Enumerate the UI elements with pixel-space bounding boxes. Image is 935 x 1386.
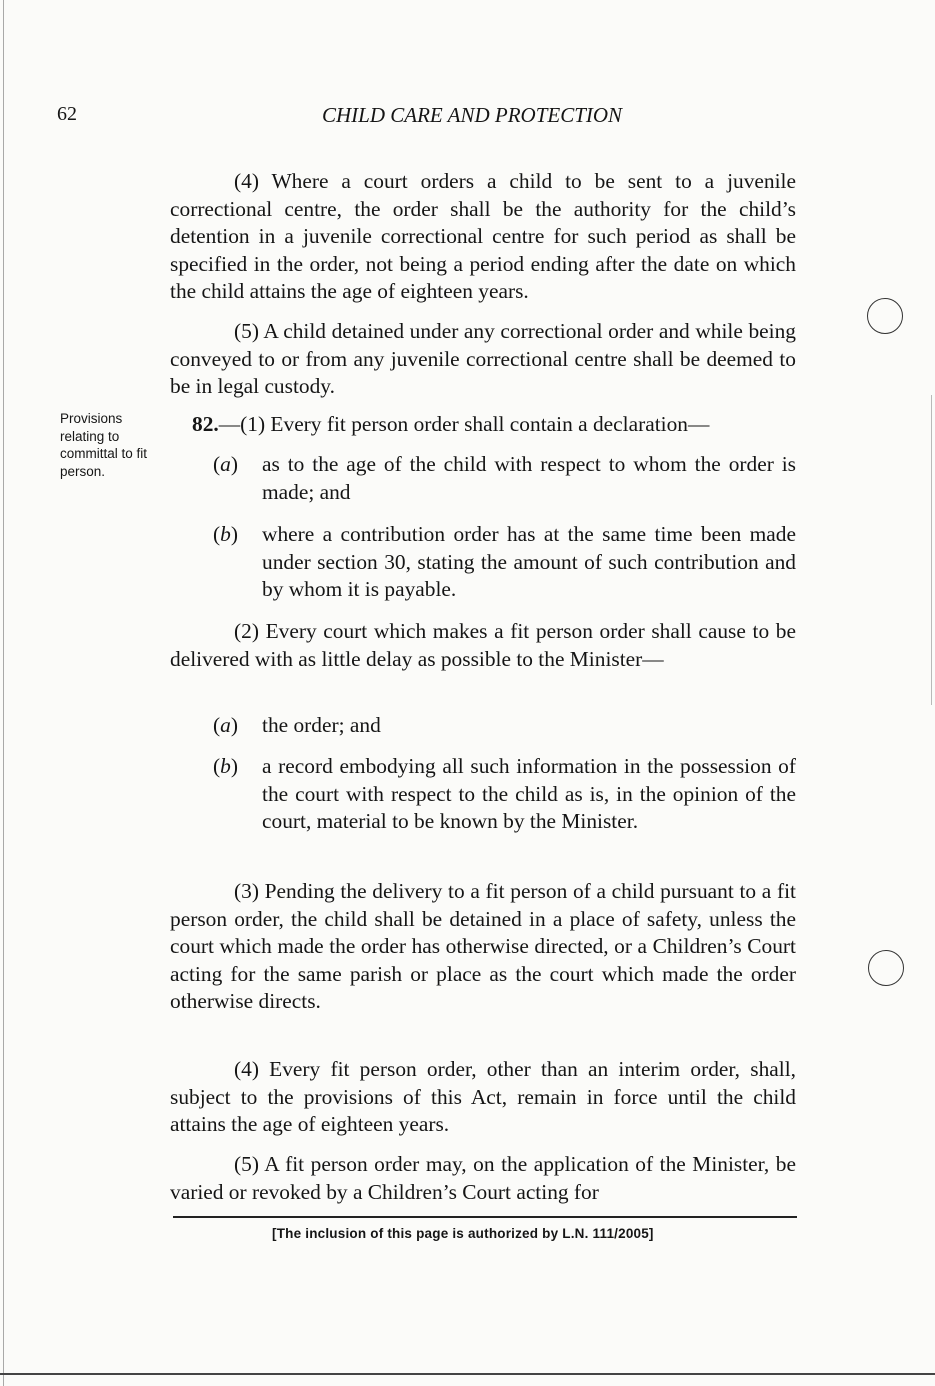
list-marker: (a) bbox=[213, 452, 238, 476]
list-marker: (b) bbox=[213, 522, 238, 546]
paragraph-82-3: (3) Pending the delivery to a fit person of a child pursuant to a fit person order, the child shall be detained in a place of safety, unless the court which made the order has otherwise directed, or a Children’s Court acting for the same parish or place as the court which made the order otherwise directs. bbox=[170, 879, 796, 1014]
footer-note: [The inclusion of this page is authorized by L.N. 111/2005] bbox=[272, 1226, 654, 1241]
list-item-text: as to the age of the child with respect to whom the order is made; and bbox=[262, 452, 796, 504]
list-item-text: where a contribution order has at the same time been made under section 30, stating the amount of such contribution and by whom it is payable. bbox=[262, 522, 796, 602]
section-82-heading bbox=[192, 411, 709, 439]
footer-rule bbox=[173, 1216, 797, 1218]
margin-note: Provisions relating to committal to fit person. bbox=[60, 411, 148, 479]
list-item-82-1-a bbox=[170, 451, 796, 506]
scan-left-edge bbox=[3, 0, 4, 1386]
paragraph-82-2: (2) Every court which makes a fit person order shall cause to be delivered with as little delay as possible to the Minister— bbox=[170, 619, 796, 671]
list-item-text: the order; and bbox=[262, 713, 381, 737]
list-item-82-2-b bbox=[170, 753, 796, 836]
list-marker: (b) bbox=[213, 754, 238, 778]
list-item-text: a record embodying all such information in the possession of the court with respect to the child as is, in the opinion of the court, material to be known by the Minister. bbox=[262, 754, 796, 834]
paragraph-81-5: (5) A child detained under any correctional order and while being conveyed to or from any juvenile correctional centre shall be deemed to be in legal custody. bbox=[170, 319, 796, 399]
running-header: CHILD CARE AND PROTECTION bbox=[322, 103, 623, 127]
list-item-82-2-a bbox=[170, 712, 796, 740]
section-82-1-intro: —(1) Every fit person order shall contain a declaration— bbox=[218, 412, 710, 436]
section-number: 82. bbox=[192, 412, 219, 436]
punch-hole-icon bbox=[867, 298, 903, 334]
page-number: 62 bbox=[57, 103, 77, 125]
scan-bottom-edge bbox=[0, 1373, 935, 1375]
list-marker: (a) bbox=[213, 713, 238, 737]
punch-hole-icon bbox=[868, 950, 904, 986]
scan-right-edge bbox=[931, 395, 932, 705]
paragraph-81-4: (4) Where a court orders a child to be sent to a juvenile correctional centre, the order shall be the authority for the child’s detention in a juvenile correctional centre for such period as shall be specified in the order, not being a period ending after the date on which the child attains the age of eighteen years. bbox=[170, 169, 796, 304]
paragraph-82-4: (4) Every fit person order, other than an interim order, shall, subject to the provisions of this Act, remain in force until the child attains the age of eighteen years. bbox=[170, 1057, 796, 1137]
paragraph-82-5: (5) A fit person order may, on the application of the Minister, be varied or revoked by a Children’s Court acting for bbox=[170, 1152, 796, 1204]
list-item-82-1-b bbox=[170, 521, 796, 604]
